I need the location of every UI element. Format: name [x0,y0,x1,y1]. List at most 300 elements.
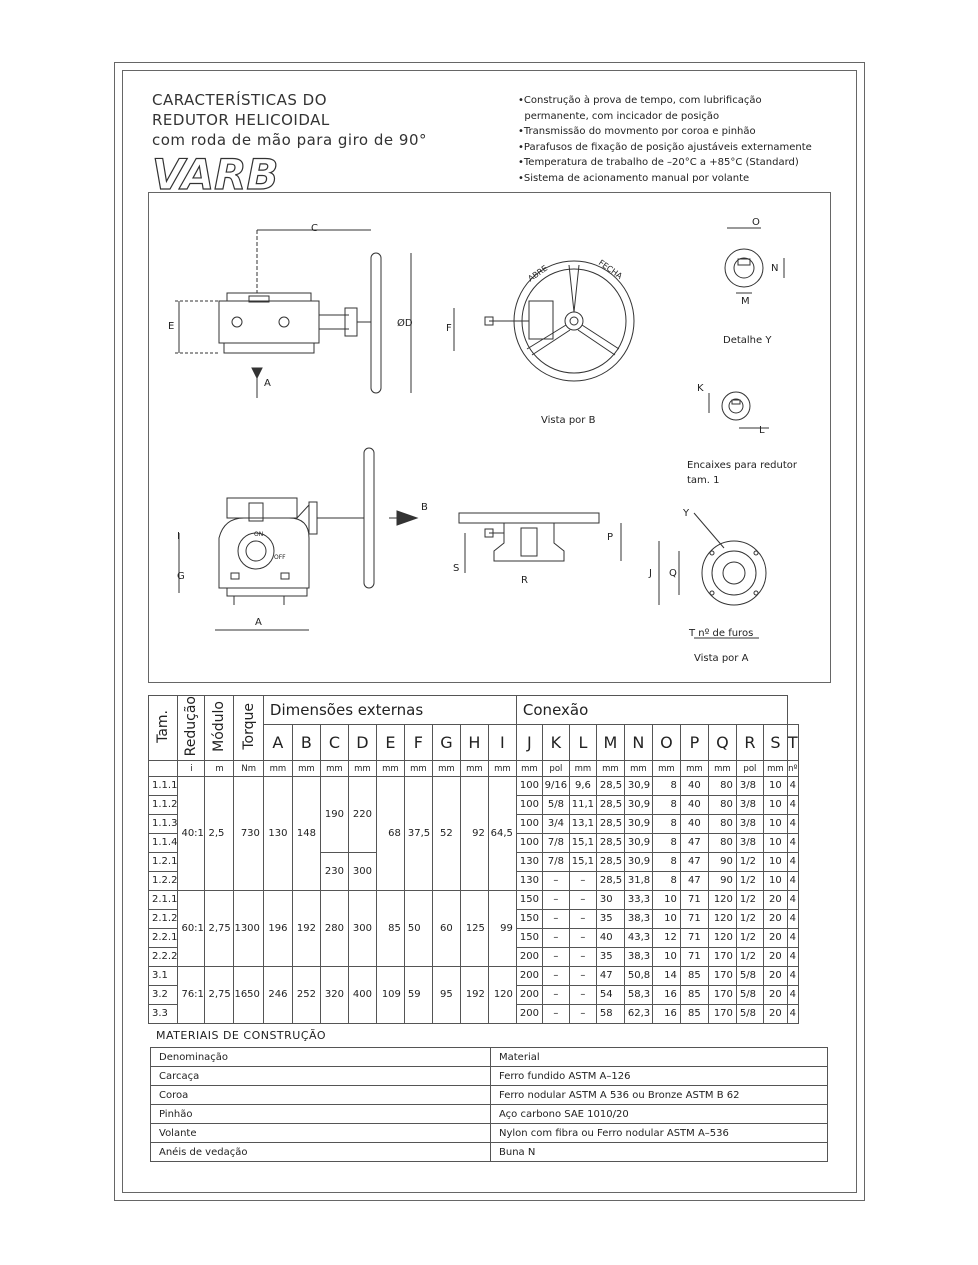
encaixes-view [709,392,769,428]
header-col-K: K [542,725,569,761]
cell-k: 9/16 [542,777,569,796]
cell-i: 64,5 [488,777,516,891]
header-reducao [178,696,205,761]
vista-b-label: Vista por B [541,415,596,426]
unit-cell: mm [348,761,376,777]
cell-n: 30,9 [624,777,652,796]
cell-s: 10 [763,815,787,834]
cell-k: – [542,929,569,948]
features-list [518,93,812,186]
header-conexao: Conexão [516,696,787,725]
cell-tam: 1.1.1 [149,777,178,796]
material-part: Denominação [151,1048,491,1067]
feature-item: •Sistema de acionamento manual por volante [518,172,750,184]
cell-r: 1/2 [736,948,763,967]
cell-s: 10 [763,853,787,872]
cell-p: 40 [680,815,708,834]
cell-torque: 1650 [234,967,263,1024]
cell-tam: 1.1.3 [149,815,178,834]
cell-p: 85 [680,1005,708,1024]
abre-label: ABRE [526,263,550,284]
cell-k: – [542,872,569,891]
cell-e: 85 [376,891,404,967]
unit-cell: mm [292,761,320,777]
cell-l: – [569,1005,596,1024]
cell-r: 1/2 [736,910,763,929]
side-view-top [175,230,411,393]
unit-cell: mm [488,761,516,777]
cell-tam: 2.1.2 [149,910,178,929]
unit-cell: mm [516,761,542,777]
cell-o: 16 [652,1005,680,1024]
encaixes-label-2: tam. 1 [687,475,720,486]
cell-p: 47 [680,872,708,891]
cell-o: 16 [652,986,680,1005]
cell-s: 20 [763,948,787,967]
cell-n: 31,8 [624,872,652,891]
cell-o: 8 [652,796,680,815]
material-part: Anéis de vedação [151,1143,491,1162]
indicator-on-label: ON [254,531,264,538]
vista-a-label: Vista por A [694,653,749,664]
header-col-B: B [292,725,320,761]
cell-p: 71 [680,929,708,948]
header-col-D: D [348,725,376,761]
header-tam [149,696,178,761]
table-row [149,891,799,910]
cell-h: 192 [460,967,488,1024]
detail-y [725,228,784,293]
cell-s: 20 [763,986,787,1005]
cell-s: 10 [763,796,787,815]
material-row [151,1086,828,1105]
cell-s: 20 [763,891,787,910]
cell-m: 47 [596,967,624,986]
cell-r: 1/2 [736,872,763,891]
cell-s: 20 [763,929,787,948]
material-value: Aço carbono SAE 1010/20 [491,1105,828,1124]
cell-tam: 3.2 [149,986,178,1005]
material-part: Coroa [151,1086,491,1105]
cell-p: 85 [680,986,708,1005]
unit-cell: pol [736,761,763,777]
header-reducao-text: Redução [183,696,200,757]
cell-n: 30,9 [624,815,652,834]
header-dim-ext: Dimensões externas [263,696,516,725]
cell-m: 30 [596,891,624,910]
cell-q: 170 [708,1005,736,1024]
header-modulo-text: Módulo [211,700,228,752]
cell-n: 30,9 [624,796,652,815]
unit-cell: mm [376,761,404,777]
cell-j: 100 [516,834,542,853]
unit-cell: m [205,761,234,777]
header-col-I: I [488,725,516,761]
cell-p: 40 [680,796,708,815]
cell-tam: 1.2.2 [149,872,178,891]
material-row [151,1105,828,1124]
cell-t: 4 [787,910,798,929]
material-row [151,1067,828,1086]
cell-d: 300 [348,853,376,891]
cell-c: 190 [320,777,348,853]
cell-q: 170 [708,967,736,986]
arrow-b-label: B [421,502,428,513]
cell-t: 4 [787,872,798,891]
cell-tam: 2.2.1 [149,929,178,948]
cell-q: 90 [708,872,736,891]
feature-item: permanente, com incicador de posição [518,110,720,122]
cell-d: 300 [348,891,376,967]
header-col-M: M [596,725,624,761]
materials-table [150,1047,828,1162]
table-row [149,777,799,796]
cell-a: 196 [263,891,292,967]
header-col-C: C [320,725,348,761]
cell-o: 8 [652,834,680,853]
cell-k: 7/8 [542,834,569,853]
unit-cell: mm [624,761,652,777]
cell-l: – [569,948,596,967]
cell-q: 120 [708,891,736,910]
unit-cell: mm [652,761,680,777]
unit-cell: mm [763,761,787,777]
cell-t: 4 [787,777,798,796]
cell-s: 20 [763,967,787,986]
header-col-J: J [516,725,542,761]
cell-n: 43,3 [624,929,652,948]
cell-p: 71 [680,948,708,967]
material-value: Material [491,1048,828,1067]
cell-s: 10 [763,777,787,796]
cell-reducao: 76:1 [178,967,205,1024]
dim-o-label: O [752,217,760,228]
cell-p: 71 [680,891,708,910]
cell-c: 320 [320,967,348,1024]
cell-tam: 2.1.1 [149,891,178,910]
header-col-F: F [404,725,432,761]
material-value: Ferro nodular ASTM A 536 ou Bronze ASTM B 62 [491,1086,828,1105]
cell-t: 4 [787,853,798,872]
cell-r: 5/8 [736,967,763,986]
cell-h: 92 [460,777,488,891]
unit-cell: nº [787,761,798,777]
unit-cell: mm [708,761,736,777]
cell-a: 130 [263,777,292,891]
unit-cell: mm [404,761,432,777]
cell-d: 400 [348,967,376,1024]
material-row [151,1143,828,1162]
cell-torque: 1300 [234,891,263,967]
cell-p: 47 [680,853,708,872]
cell-l: – [569,872,596,891]
dim-k-label: K [697,383,704,394]
cell-m: 28,5 [596,853,624,872]
cell-tam: 3.3 [149,1005,178,1024]
front-view-bottom [179,448,417,630]
dim-c-label: C [311,223,318,234]
dim-q-label: Q [669,568,677,579]
cell-o: 8 [652,815,680,834]
cell-m: 35 [596,910,624,929]
cell-reducao: 60:1 [178,891,205,967]
cell-o: 10 [652,891,680,910]
cell-k: – [542,891,569,910]
cell-g: 52 [432,777,460,891]
table-row [149,967,799,986]
indicator-off-label: OFF [274,554,286,561]
cell-i: 99 [488,891,516,967]
cell-r: 5/8 [736,1005,763,1024]
section-view [459,513,621,573]
cell-q: 170 [708,986,736,1005]
materials-header-row [151,1048,828,1067]
cell-l: 9,6 [569,777,596,796]
feature-item: •Temperatura de trabalho de –20°C a +85°C (Standard) [518,157,799,168]
encaixes-label-1: Encaixes para redutor [687,460,797,471]
cell-l: – [569,891,596,910]
header-col-Q: Q [708,725,736,761]
cell-k: – [542,948,569,967]
cell-p: 40 [680,777,708,796]
cell-m: 35 [596,948,624,967]
cell-q: 80 [708,796,736,815]
cell-tam: 1.1.4 [149,834,178,853]
header-tam-text: Tam. [155,709,172,743]
cell-m: 28,5 [596,815,624,834]
cell-t: 4 [787,967,798,986]
header-col-P: P [680,725,708,761]
title-line-1: CARACTERÍSTICAS DO [152,91,327,109]
cell-k: – [542,967,569,986]
unit-cell: mm [596,761,624,777]
cell-n: 38,3 [624,910,652,929]
unit-cell: Nm [234,761,263,777]
material-value: Ferro fundido ASTM A–126 [491,1067,828,1086]
cell-l: – [569,910,596,929]
cell-t: 4 [787,986,798,1005]
cell-g: 95 [432,967,460,1024]
cell-o: 8 [652,853,680,872]
cell-f: 59 [404,967,432,1024]
cell-q: 120 [708,910,736,929]
cell-torque: 730 [234,777,263,891]
cell-r: 1/2 [736,929,763,948]
cell-m: 28,5 [596,796,624,815]
header-torque-text: Torque [240,702,257,750]
cell-n: 62,3 [624,1005,652,1024]
cell-r: 3/8 [736,834,763,853]
unit-cell: pol [542,761,569,777]
header-col-S: S [763,725,787,761]
cell-b: 148 [292,777,320,891]
cell-k: – [542,1005,569,1024]
dim-m-label: M [741,296,750,307]
header-col-N: N [624,725,652,761]
cell-o: 12 [652,929,680,948]
cell-j: 150 [516,891,542,910]
dim-l-label: L [759,425,765,436]
table-header-row [149,696,799,725]
cell-o: 8 [652,872,680,891]
material-part: Pinhão [151,1105,491,1124]
material-value: Buna N [491,1143,828,1162]
dim-e-label: E [168,321,175,332]
cell-j: 200 [516,948,542,967]
fecha-label: FECHA [596,258,624,281]
cell-p: 47 [680,834,708,853]
cell-q: 80 [708,815,736,834]
cell-tam: 3.1 [149,967,178,986]
cell-j: 150 [516,929,542,948]
drawing-svg [149,193,830,682]
cell-m: 28,5 [596,777,624,796]
cell-j: 130 [516,853,542,872]
header-col-O: O [652,725,680,761]
unit-cell: mm [569,761,596,777]
cell-n: 30,9 [624,834,652,853]
unit-cell: i [178,761,205,777]
cell-l: 13,1 [569,815,596,834]
cell-m: 54 [596,986,624,1005]
technical-drawing [148,192,831,683]
cell-j: 100 [516,796,542,815]
table-units-row [149,761,799,777]
dim-n-label: N [771,263,779,274]
cell-r: 3/8 [736,815,763,834]
cell-tam: 1.1.2 [149,796,178,815]
header-col-A: A [263,725,292,761]
cell-modulo: 2,75 [205,891,234,967]
header-col-R: R [736,725,763,761]
header-modulo [205,696,234,761]
cell-l: – [569,929,596,948]
cell-j: 200 [516,1005,542,1024]
cell-j: 200 [516,986,542,1005]
material-value: Nylon com fibra ou Ferro nodular ASTM A–536 [491,1124,828,1143]
varb-logo [150,153,325,193]
cell-p: 85 [680,967,708,986]
cell-j: 130 [516,872,542,891]
cell-l: 15,1 [569,853,596,872]
cell-m: 58 [596,1005,624,1024]
cell-h: 125 [460,891,488,967]
title-line-2: REDUTOR HELICOIDAL [152,111,330,129]
header-col-G: G [432,725,460,761]
cell-t: 4 [787,796,798,815]
cell-reducao: 40:1 [178,777,205,891]
cell-i: 120 [488,967,516,1024]
cell-s: 20 [763,910,787,929]
cell-q: 170 [708,948,736,967]
cell-c: 230 [320,853,348,891]
dim-r-label: R [521,575,528,586]
header-col-L: L [569,725,596,761]
cell-r: 1/2 [736,891,763,910]
cell-r: 3/8 [736,796,763,815]
dim-s-label: S [453,563,460,574]
dimensions-table [148,695,799,1024]
cell-e: 68 [376,777,404,891]
cell-tam: 2.2.2 [149,948,178,967]
cell-j: 100 [516,777,542,796]
material-part: Carcaça [151,1067,491,1086]
cell-t: 4 [787,891,798,910]
cell-q: 90 [708,853,736,872]
cell-t: 4 [787,834,798,853]
t-furos-label: T nº de furos [689,628,754,639]
cell-o: 10 [652,948,680,967]
cell-k: 5/8 [542,796,569,815]
cell-q: 80 [708,777,736,796]
cell-t: 4 [787,948,798,967]
cell-m: 28,5 [596,834,624,853]
cell-e: 109 [376,967,404,1024]
cell-m: 28,5 [596,872,624,891]
arrow-a-label: A [264,378,271,389]
unit-cell [149,761,178,777]
feature-item: •Construção à prova de tempo, com lubrificação [518,95,762,106]
dim-od-label: ØD [397,318,413,329]
dim-j-label: J [649,568,652,579]
cell-r: 3/8 [736,777,763,796]
cell-n: 33,3 [624,891,652,910]
cell-j: 200 [516,967,542,986]
cell-n: 38,3 [624,948,652,967]
unit-cell: mm [680,761,708,777]
cell-l: – [569,986,596,1005]
title-line-3: com roda de mão para giro de 90° [152,131,427,149]
cell-m: 40 [596,929,624,948]
cell-j: 150 [516,910,542,929]
unit-cell: mm [460,761,488,777]
materials-title: MATERIAIS DE CONSTRUÇÃO [156,1029,327,1042]
cell-q: 120 [708,929,736,948]
title-block [152,90,427,150]
detalhe-y-label: Detalhe Y [723,335,772,346]
header-col-T: T [787,725,798,761]
cell-k: 7/8 [542,853,569,872]
cell-j: 100 [516,815,542,834]
brand-logo-text: VARB [152,153,279,193]
cell-b: 252 [292,967,320,1024]
unit-cell: mm [320,761,348,777]
cell-l: 15,1 [569,834,596,853]
material-part: Volante [151,1124,491,1143]
cell-l: 11,1 [569,796,596,815]
cell-r: 1/2 [736,853,763,872]
dim-a-label: A [255,617,262,628]
cell-l: – [569,967,596,986]
feature-item: •Transmissão do movmento por coroa e pinhão [518,126,756,137]
header-col-E: E [376,725,404,761]
cell-a: 246 [263,967,292,1024]
feature-item: •Parafusos de fixação de posição ajustáveis externamente [518,141,812,153]
dim-f-label: F [446,323,452,334]
cell-g: 60 [432,891,460,967]
cell-tam: 1.2.1 [149,853,178,872]
detail-y-ref-label: Y [683,508,690,519]
cell-t: 4 [787,815,798,834]
material-row [151,1124,828,1143]
cell-n: 50,8 [624,967,652,986]
cell-k: – [542,910,569,929]
cell-f: 50 [404,891,432,967]
dim-p-label: P [607,532,614,543]
cell-s: 20 [763,1005,787,1024]
cell-p: 71 [680,910,708,929]
unit-cell: mm [432,761,460,777]
